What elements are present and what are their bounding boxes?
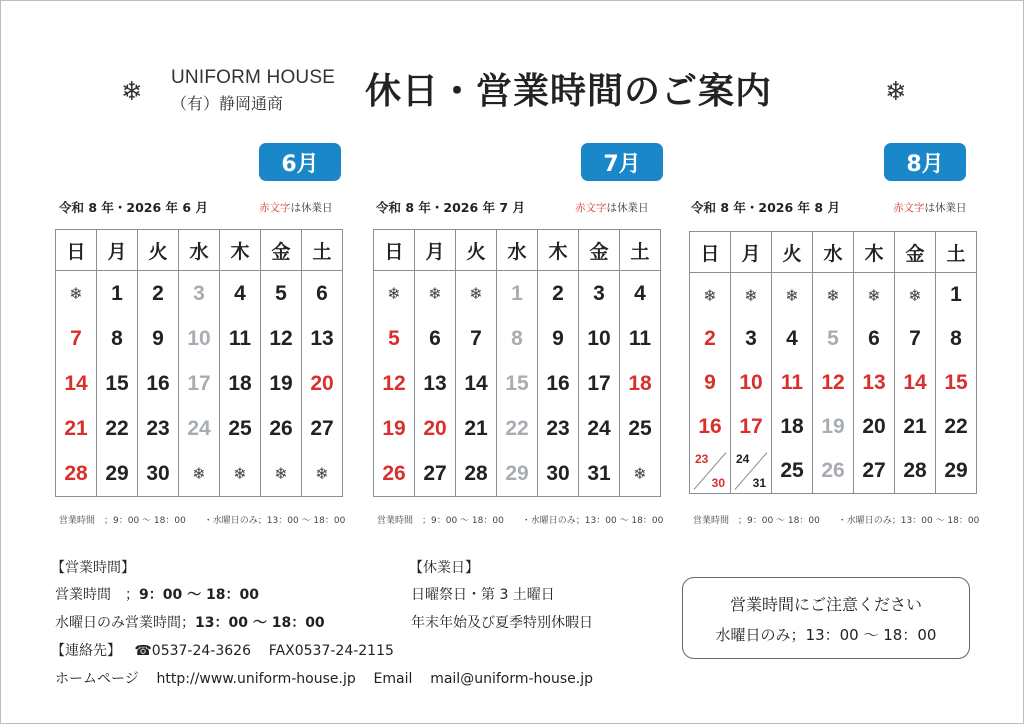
date-cell: 24 [179, 406, 220, 451]
date-cell: 2 [538, 271, 579, 317]
week-row [56, 271, 343, 317]
date-cell: 18 [772, 405, 813, 449]
snowflake-icon: ❄ [895, 273, 936, 318]
calendar-subtitle-june: 令和 8 年・2026 年 6 月 [59, 200, 208, 215]
snowflake-icon: ❄ [690, 273, 731, 318]
snowflake-icon: ❄ [772, 273, 813, 318]
weekday-header-row [690, 232, 977, 273]
date-cell: 9 [690, 361, 731, 405]
date-top: 24 [736, 452, 750, 466]
holiday-note-august: 赤文字は休業日 [893, 202, 967, 214]
date-cell: 14 [895, 361, 936, 405]
snowflake-icon: ❄ [179, 451, 220, 497]
date-cell: 4 [620, 271, 661, 317]
date-top: 23 [695, 452, 709, 466]
weekday-label: 土 [620, 230, 661, 271]
date-cell: 16 [138, 361, 179, 406]
date-cell: 11 [772, 361, 813, 405]
date-cell: 22 [497, 406, 538, 451]
month-badge-july: 7月 [581, 143, 663, 181]
date-cell: 28 [56, 451, 97, 497]
double-date-cell [731, 449, 772, 494]
date-cell: 27 [302, 406, 343, 451]
date-cell: 13 [302, 316, 343, 361]
date-cell: 27 [415, 451, 456, 497]
weekday-label: 月 [97, 230, 138, 271]
date-cell: 29 [936, 449, 977, 494]
date-cell: 11 [620, 316, 661, 361]
week-row [690, 273, 977, 318]
date-cell: 21 [895, 405, 936, 449]
notice-line-1: 営業時間にご注意ください [729, 595, 922, 614]
date-cell: 10 [179, 316, 220, 361]
date-cell: 3 [579, 271, 620, 317]
date-cell: 10 [579, 316, 620, 361]
week-row [374, 316, 661, 361]
date-cell: 5 [261, 271, 302, 317]
weekday-label: 木 [854, 232, 895, 273]
date-cell: 19 [374, 406, 415, 451]
weekday-label: 月 [731, 232, 772, 273]
week-row [690, 317, 977, 361]
month-badge-june: 6月 [259, 143, 341, 181]
date-cell: 23 [538, 406, 579, 451]
week-row [374, 271, 661, 317]
company-name-jp: （有）静岡通商 [171, 96, 284, 113]
date-cell: 5 [374, 316, 415, 361]
date-cell: 7 [895, 317, 936, 361]
weekday-label: 木 [538, 230, 579, 271]
date-cell: 29 [497, 451, 538, 497]
weekday-label: 金 [261, 230, 302, 271]
date-cell: 12 [261, 316, 302, 361]
date-cell: 25 [220, 406, 261, 451]
double-date-cell [690, 449, 731, 494]
weekday-label: 水 [179, 230, 220, 271]
phone-number: ☎0537-24-3626 [134, 643, 251, 659]
company-block [171, 67, 335, 114]
hours-footer-august: 営業時間 ；9：00 〜 18：00 ・水曜日のみ；13：00 〜 18：00 [693, 516, 980, 526]
date-cell: 27 [854, 449, 895, 494]
date-cell: 16 [538, 361, 579, 406]
weekday-label: 月 [415, 230, 456, 271]
weekday-label: 水 [497, 230, 538, 271]
date-cell: 8 [97, 316, 138, 361]
snowflake-icon: ❄ [56, 271, 97, 317]
notice-box [682, 577, 970, 659]
date-cell: 4 [772, 317, 813, 361]
hours-footer-june: 営業時間 ；9：00 〜 18：00 ・水曜日のみ；13：00 〜 18：00 [59, 516, 346, 526]
date-cell: 21 [456, 406, 497, 451]
date-cell: 1 [936, 273, 977, 318]
date-cell: 19 [261, 361, 302, 406]
date-cell: 7 [456, 316, 497, 361]
date-cell: 21 [56, 406, 97, 451]
date-cell: 22 [936, 405, 977, 449]
week-row [56, 316, 343, 361]
date-cell: 3 [179, 271, 220, 317]
hours-heading: 【営業時間】 [51, 560, 135, 576]
date-cell: 26 [813, 449, 854, 494]
date-cell: 20 [302, 361, 343, 406]
week-row [690, 405, 977, 449]
week-row [56, 451, 343, 497]
date-cell: 3 [731, 317, 772, 361]
date-cell: 1 [497, 271, 538, 317]
email-link[interactable]: mail@uniform-house.jp [430, 671, 593, 687]
date-cell: 22 [97, 406, 138, 451]
weekday-header-row [374, 230, 661, 271]
date-cell: 2 [690, 317, 731, 361]
date-cell: 14 [456, 361, 497, 406]
date-cell: 13 [415, 361, 456, 406]
date-cell: 26 [261, 406, 302, 451]
date-cell: 4 [220, 271, 261, 317]
date-cell: 12 [813, 361, 854, 405]
weekday-label: 土 [302, 230, 343, 271]
date-cell: 9 [538, 316, 579, 361]
week-row [56, 406, 343, 451]
website-link[interactable]: http://www.uniform-house.jp [156, 671, 356, 687]
snowflake-right-icon: ❄ [885, 77, 907, 107]
date-cell: 8 [936, 317, 977, 361]
date-cell: 1 [97, 271, 138, 317]
weekday-label: 金 [895, 232, 936, 273]
page-title: 休日・営業時間のご案内 [365, 71, 773, 112]
date-cell: 25 [620, 406, 661, 451]
calendar-subtitle-august: 令和 8 年・2026 年 8 月 [691, 200, 840, 215]
snowflake-icon: ❄ [302, 451, 343, 497]
week-row [690, 449, 977, 494]
hours-line: 営業時間 ；9：00 〜 18：00 [55, 587, 259, 603]
date-cell: 15 [497, 361, 538, 406]
hours-footer-july: 営業時間 ；9：00 〜 18：00 ・水曜日のみ；13：00 〜 18：00 [377, 516, 664, 526]
date-cell: 23 [138, 406, 179, 451]
date-cell: 29 [97, 451, 138, 497]
week-row [374, 361, 661, 406]
weekday-label: 日 [56, 230, 97, 271]
date-cell: 6 [854, 317, 895, 361]
week-row [374, 406, 661, 451]
date-cell: 31 [579, 451, 620, 497]
date-cell: 8 [497, 316, 538, 361]
date-cell: 15 [97, 361, 138, 406]
date-cell: 18 [620, 361, 661, 406]
date-cell: 20 [415, 406, 456, 451]
holiday-line-2: 年末年始及び夏季特別休暇日 [411, 615, 593, 631]
weekday-label: 火 [456, 230, 497, 271]
date-cell: 25 [772, 449, 813, 494]
date-cell: 20 [854, 405, 895, 449]
calendar-june [55, 229, 343, 497]
web-email-line: ホームページ http://www.uniform-house.jp Email mail@uniform-house.jp [55, 671, 593, 687]
holiday-heading: 【休業日】 [409, 560, 479, 576]
week-row [374, 451, 661, 497]
date-cell: 6 [302, 271, 343, 317]
date-bottom: 30 [711, 476, 725, 490]
date-cell: 5 [813, 317, 854, 361]
date-cell: 14 [56, 361, 97, 406]
company-name-en: UNIFORM HOUSE [171, 67, 336, 88]
snowflake-icon: ❄ [261, 451, 302, 497]
date-cell: 19 [813, 405, 854, 449]
snowflake-left-icon: ❄ [121, 77, 143, 107]
holiday-note-july: 赤文字は休業日 [575, 202, 649, 214]
date-cell: 15 [936, 361, 977, 405]
snowflake-icon: ❄ [731, 273, 772, 318]
weekday-label: 水 [813, 232, 854, 273]
date-cell: 16 [690, 405, 731, 449]
weekday-label: 土 [936, 232, 977, 273]
holiday-line-1: 日曜祭日・第 3 土曜日 [411, 587, 555, 603]
date-cell: 2 [138, 271, 179, 317]
snowflake-icon: ❄ [456, 271, 497, 317]
date-cell: 13 [854, 361, 895, 405]
weekday-label: 木 [220, 230, 261, 271]
date-bottom: 31 [752, 476, 766, 490]
date-cell: 17 [579, 361, 620, 406]
notice-line-2: 水曜日のみ；13：00 〜 18：00 [715, 626, 937, 644]
calendar-july [373, 229, 661, 497]
date-cell: 26 [374, 451, 415, 497]
snowflake-icon: ❄ [374, 271, 415, 317]
month-badge-august: 8月 [884, 143, 966, 181]
date-cell: 28 [456, 451, 497, 497]
snowflake-icon: ❄ [813, 273, 854, 318]
contact-line: 【連絡先】 ☎0537-24-3626 FAX0537-24-2115 [51, 643, 394, 659]
calendar-subtitle-july: 令和 8 年・2026 年 7 月 [376, 200, 525, 215]
date-cell: 30 [538, 451, 579, 497]
date-cell: 11 [220, 316, 261, 361]
snowflake-icon: ❄ [220, 451, 261, 497]
snowflake-icon: ❄ [620, 451, 661, 497]
week-row [56, 361, 343, 406]
date-cell: 10 [731, 361, 772, 405]
date-cell: 7 [56, 316, 97, 361]
fax-number: FAX0537-24-2115 [268, 643, 394, 659]
week-row [690, 361, 977, 405]
date-cell: 18 [220, 361, 261, 406]
wednesday-hours-line: 水曜日のみ営業時間；13：00 〜 18：00 [55, 615, 325, 631]
date-cell: 24 [579, 406, 620, 451]
weekday-header-row [56, 230, 343, 271]
date-cell: 9 [138, 316, 179, 361]
date-cell: 30 [138, 451, 179, 497]
weekday-label: 日 [374, 230, 415, 271]
snowflake-icon: ❄ [854, 273, 895, 318]
date-cell: 12 [374, 361, 415, 406]
calendar-august [689, 231, 977, 494]
weekday-label: 火 [772, 232, 813, 273]
weekday-label: 日 [690, 232, 731, 273]
weekday-label: 金 [579, 230, 620, 271]
snowflake-icon: ❄ [415, 271, 456, 317]
date-cell: 6 [415, 316, 456, 361]
weekday-label: 火 [138, 230, 179, 271]
date-cell: 17 [731, 405, 772, 449]
date-cell: 17 [179, 361, 220, 406]
holiday-note-june: 赤文字は休業日 [259, 202, 333, 214]
date-cell: 28 [895, 449, 936, 494]
